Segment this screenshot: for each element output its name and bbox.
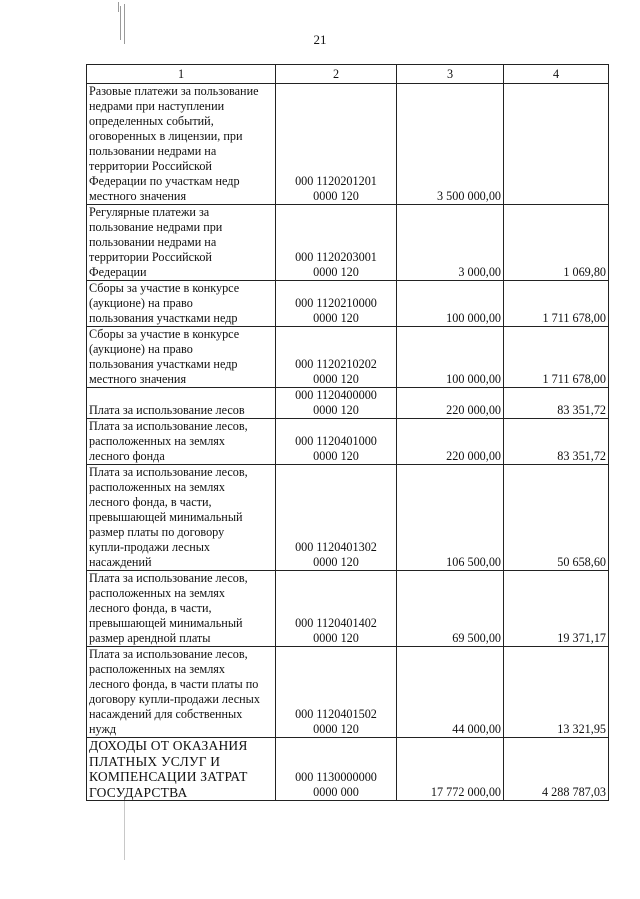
row-code-cell: 000 1120401402 0000 120	[276, 571, 397, 647]
row-name-cell: Разовые платежи за пользование недрами при наступлении определенных событий, оговоренных в лицензии, при пользовании недрами на территории Российской Федерации по участкам недр местного значения	[87, 84, 276, 205]
row-fact-cell: 50 658,60	[504, 465, 609, 571]
table-row	[87, 84, 609, 205]
row-name-cell: ДОХОДЫ ОТ ОКАЗАНИЯ ПЛАТНЫХ УСЛУГ И КОМПЕНСАЦИИ ЗАТРАТ ГОСУДАРСТВА	[87, 738, 276, 801]
row-fact-cell: 4 288 787,03	[504, 738, 609, 801]
row-code-cell: 000 1120401302 0000 120	[276, 465, 397, 571]
row-code-cell: 000 1130000000 0000 000	[276, 738, 397, 801]
row-code-cell: 000 1120210000 0000 120	[276, 281, 397, 327]
row-name-cell: Сборы за участие в конкурсе (аукционе) на право пользования участками недр местного значения	[87, 327, 276, 388]
row-plan-cell: 100 000,00	[397, 327, 504, 388]
row-name-cell: Сборы за участие в конкурсе (аукционе) на право пользования участками недр	[87, 281, 276, 327]
row-name-cell: Плата за использование лесов, расположенных на землях лесного фонда, в части, превышающей минимальный размер платы по договору купли-продажи лесных насаждений	[87, 465, 276, 571]
scan-mark	[124, 800, 125, 860]
row-name-cell: Плата за использование лесов, расположенных на землях лесного фонда, в части, превышающей минимальный размер арендной платы	[87, 571, 276, 647]
row-plan-cell: 17 772 000,00	[397, 738, 504, 801]
row-code-cell: 000 1120201201 0000 120	[276, 84, 397, 205]
table-row	[87, 647, 609, 738]
row-plan-cell: 3 000,00	[397, 205, 504, 281]
row-fact-cell: 83 351,72	[504, 419, 609, 465]
row-plan-cell: 3 500 000,00	[397, 84, 504, 205]
row-fact-cell: 83 351,72	[504, 388, 609, 419]
row-name-cell: Плата за использование лесов, расположенных на землях лесного фонда, в части платы по договору купли-продажи лесных насаждений для собственных нужд	[87, 647, 276, 738]
table-row	[87, 571, 609, 647]
table-row	[87, 419, 609, 465]
row-fact-cell: 13 321,95	[504, 647, 609, 738]
row-plan-cell: 220 000,00	[397, 419, 504, 465]
column-header: 4	[504, 65, 609, 84]
row-plan-cell: 106 500,00	[397, 465, 504, 571]
table-row	[87, 281, 609, 327]
table-row	[87, 388, 609, 419]
row-fact-cell: 1 711 678,00	[504, 281, 609, 327]
row-code-cell: 000 1120210202 0000 120	[276, 327, 397, 388]
table-row	[87, 205, 609, 281]
row-plan-cell: 220 000,00	[397, 388, 504, 419]
row-fact-cell: 1 069,80	[504, 205, 609, 281]
row-name-cell: Плата за использование лесов, расположенных на землях лесного фонда	[87, 419, 276, 465]
row-code-cell: 000 1120401502 0000 120	[276, 647, 397, 738]
page-number: 21	[313, 32, 327, 47]
row-plan-cell: 69 500,00	[397, 571, 504, 647]
column-header: 3	[397, 65, 504, 84]
row-plan-cell: 44 000,00	[397, 647, 504, 738]
row-name-cell: Плата за использование лесов	[87, 388, 276, 419]
row-fact-cell	[504, 84, 609, 205]
scan-mark	[118, 2, 119, 12]
row-code-cell: 000 1120400000 0000 120	[276, 388, 397, 419]
row-fact-cell: 19 371,17	[504, 571, 609, 647]
table-row	[87, 465, 609, 571]
column-header: 1	[87, 65, 276, 84]
table-header-row	[87, 65, 609, 84]
row-fact-cell: 1 711 678,00	[504, 327, 609, 388]
row-code-cell: 000 1120401000 0000 120	[276, 419, 397, 465]
row-plan-cell: 100 000,00	[397, 281, 504, 327]
column-header: 2	[276, 65, 397, 84]
table-row	[87, 327, 609, 388]
revenue-table	[86, 64, 609, 801]
row-name-cell: Регулярные платежи за пользование недрами при пользовании недрами на территории Российской Федерации	[87, 205, 276, 281]
table-row	[87, 738, 609, 801]
row-code-cell: 000 1120203001 0000 120	[276, 205, 397, 281]
